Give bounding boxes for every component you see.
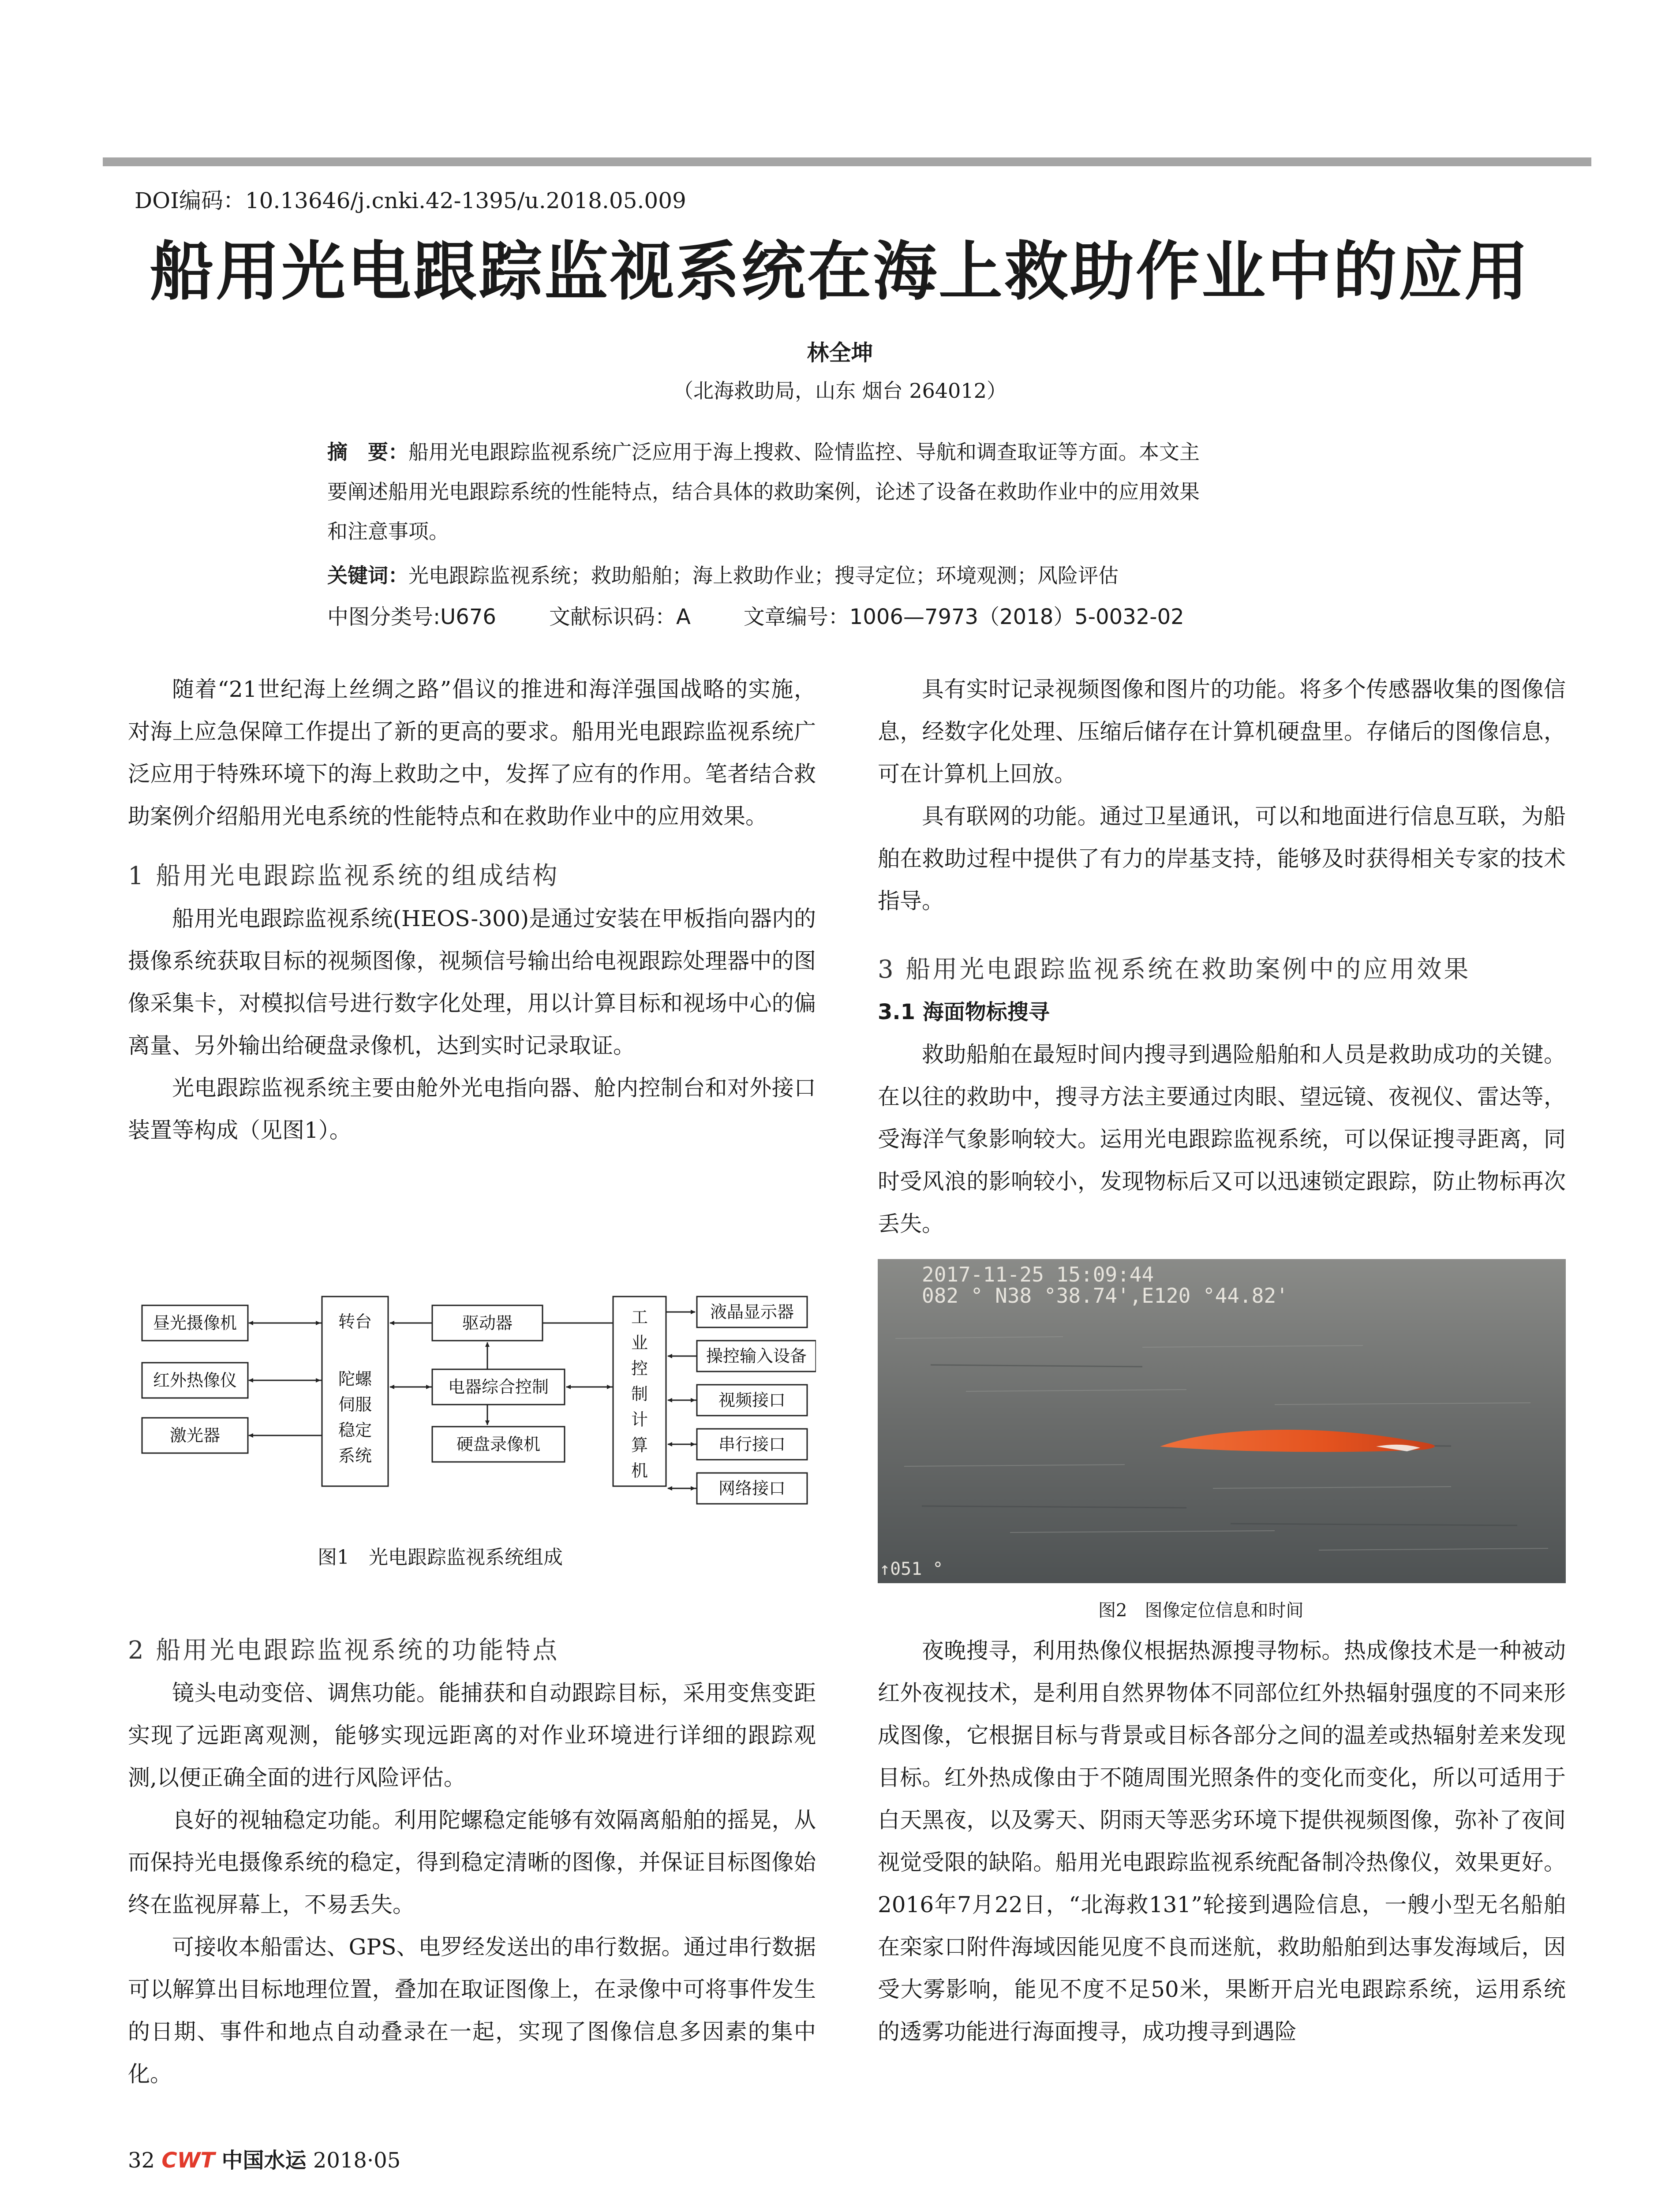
paper-title: 船用光电跟踪监视系统在海上救助作业中的应用 [150, 234, 1530, 309]
clc-number: 中图分类号:U676 [327, 605, 496, 629]
vertical-label-char: 控 [631, 1359, 648, 1378]
section-1-paragraph-2: 光电跟踪监视系统主要由舱外光电指向器、舱内控制台和对外接口装置等构成（见图1）。 [128, 1075, 816, 1143]
left-column-bottom [128, 1629, 816, 2095]
issue-date: 2018·05 [313, 2148, 401, 2173]
sea-image [878, 1259, 1566, 1583]
document-code: 文献标识码：A [549, 605, 691, 629]
doi: DOI编码：10.13646/j.cnki.42-1395/u.2018.05.009 [135, 188, 686, 213]
page-footer [128, 2143, 400, 2174]
abstract-line-1 [327, 432, 1430, 472]
label-serial: 串行接口 [718, 1435, 786, 1454]
abstract-line-3: 和注意事项。 [327, 519, 449, 543]
intro-paragraph: 随着“21世纪海上丝绸之路”倡议的推进和海洋强国战略的实施，对海上应急保障工作提出了新的更高的要求。船用光电跟踪监视系统广泛应用于特殊环境下的海上救助之中，发挥了应有的作用。笔者结合救助案例介绍船用光电系统的性能特点和在救助作业中的应用效果。 [128, 676, 816, 829]
gyro-label-line: 系统 [338, 1446, 372, 1465]
label-turret: 转台 [338, 1312, 372, 1331]
section-2-paragraph-3: 可接收本船雷达、GPS、电罗经发送出的串行数据。通过串行数据可以解算出目标地理位置，叠加在取证图像上，在录像中可将事件发生的日期、事件和地点自动叠录在一起，实现了图像信息多因素的集中化。 [128, 1934, 816, 2087]
journal-logo: CWT [161, 2148, 215, 2173]
section-1-paragraph-1: 船用光电跟踪监视系统(HEOS-300)是通过安装在甲板指向器内的摄像系统获取目标的视频图像，视频信号输出给电视跟踪处理器中的图像采集卡，对模拟信号进行数字化处理，用以计算目标和视场中心的偏离量、另外输出给硬盘录像机，达到实时记录取证。 [128, 906, 816, 1058]
keywords-line [327, 556, 1430, 595]
section-2-paragraph-2: 良好的视轴稳定功能。利用陀螺稳定能够有效隔离船舶的摇晃，从而保持光电摄像系统的稳定，得到稳定清晰的图像，并保证目标图像始终在监视屏幕上，不易丢失。 [128, 1807, 816, 1917]
right-column-bottom [878, 1629, 1566, 2053]
osd-timestamp: 2017-11-25 15:09:44 [922, 1263, 1154, 1286]
vertical-label-char: 业 [631, 1333, 648, 1353]
vertical-label-char: 计 [631, 1410, 648, 1429]
gyro-label-line: 伺服 [338, 1395, 372, 1414]
keywords-label: 关键词： [327, 564, 408, 587]
classification-line [327, 600, 1237, 630]
abstract-label: 摘 要： [327, 440, 408, 464]
label-laser: 激光器 [169, 1426, 221, 1445]
osd-bearing: ↑051 ° [879, 1559, 943, 1579]
gyro-label-line: 陀螺 [338, 1369, 372, 1389]
top-rule [103, 157, 1591, 166]
affiliation: （北海救助局，山东 烟台 264012） [673, 379, 1007, 403]
section-3-1-heading: 3.1 海面物标搜寻 [878, 1000, 1050, 1024]
author: 林全坤 [807, 340, 873, 366]
right-paragraph-3: 救助船舶在最短时间内搜寻到遇险船舶和人员是救助成功的关键。在以往的救助中，搜寻方法主要通过肉眼、望远镜、夜视仪、雷达等，受海洋气象影响较大。运用光电跟踪监视系统，可以保证搜寻距离，同时受风浪的影响较小，发现物标后又可以迅速锁定跟踪，防止物标再次丢失。 [878, 1042, 1566, 1237]
article-number: 文章编号：1006—7973（2018）5-0032-02 [743, 605, 1184, 629]
label-lcd: 液晶显示器 [710, 1302, 794, 1322]
label-gyro [338, 1369, 372, 1465]
vertical-label-char: 工 [631, 1308, 648, 1327]
label-input: 操控输入设备 [706, 1346, 807, 1366]
label-driver: 驱动器 [462, 1313, 513, 1333]
right-paragraph-4: 夜晚搜寻，利用热像仪根据热源搜寻物标。热成像技术是一种被动红外夜视技术，是利用自然界物体不同部位红外热辐射强度的不同来形成图像，它根据目标与背景或目标各部分之间的温差或热辐射差来发现目标。红外热成像由于不随周围光照条件的变化而变化，所以可适用于白天黑夜，以及雾天、阴雨天等恶劣环境下提供视频图像，弥补了夜间视觉受限的缺陷。船用光电跟踪监视系统配备制冷热像仪，效果更好。2016年7月22日，“北海救131”轮接到遇险信息，一艘小型无名船舶在栾家口附件海域因能见度不良而迷航，救助船舶到达事发海域后，因受大雾影响，能见不度不足50米，果断开启光电跟踪系统，运用系统的透雾功能进行海面搜寻，成功搜寻到遇险 [878, 1638, 1566, 2044]
section-1-heading: 1 船用光电跟踪监视系统的组成结构 [128, 862, 560, 890]
label-network: 网络接口 [718, 1479, 786, 1498]
vertical-label-char: 机 [631, 1461, 648, 1480]
right-paragraph-2: 具有联网的功能。通过卫星通讯，可以和地面进行信息互联，为船舶在救助过程中提供了有力的岸基支持，能够及时获得相关专家的技术指导。 [878, 804, 1566, 914]
label-daylight-camera: 昼光摄像机 [153, 1313, 237, 1333]
figure-2-caption: 图2 图像定位信息和时间 [1098, 1600, 1304, 1621]
osd-position: 082 ° N38 °38.74',E120 °44.82' [922, 1284, 1288, 1308]
vertical-label-char: 算 [631, 1435, 648, 1455]
section-2-paragraph-1: 镜头电动变倍、调焦功能。能捕获和自动跟踪目标，采用变焦变距实现了远距离观测，能够实现远距离的对作业环境进行详细的跟踪观测,以便正确全面的进行风险评估。 [128, 1680, 816, 1790]
left-column-top [128, 668, 816, 1151]
label-controller: 电器综合控制 [448, 1377, 549, 1397]
label-dvr: 硬盘录像机 [456, 1435, 541, 1454]
figure-1-diagram [128, 1292, 816, 1521]
label-ir-camera: 红外热像仪 [153, 1371, 237, 1390]
right-paragraph-1: 具有实时记录视频图像和图片的功能。将多个传感器收集的图像信息，经数字化处理、压缩后储存在计算机硬盘里。存储后的图像信息，可在计算机上回放。 [878, 676, 1566, 787]
gyro-label-line: 稳定 [338, 1420, 372, 1440]
label-ipc [631, 1308, 648, 1480]
abstract-text-1: 船用光电跟踪监视系统广泛应用于海上搜救、险情监控、导航和调查取证等方面。本文主 [408, 440, 1200, 464]
vertical-label-char: 制 [631, 1384, 648, 1404]
journal-name: 中国水运 [221, 2148, 307, 2173]
page-number: 32 [128, 2148, 155, 2173]
keywords-text: 光电跟踪监视系统；救助船舶；海上救助作业；搜寻定位；环境观测；风险评估 [408, 564, 1119, 587]
right-column-top [878, 668, 1566, 1245]
abstract-line-2: 要阐述船用光电跟踪系统的性能特点，结合具体的救助案例，论述了设备在救助作业中的应用效果 [327, 480, 1200, 504]
figure-1-caption: 图1 光电跟踪监视系统组成 [318, 1546, 563, 1569]
label-video: 视频接口 [718, 1390, 786, 1410]
figure-2-photo [878, 1259, 1566, 1583]
section-3-heading: 3 船用光电跟踪监视系统在救助案例中的应用效果 [878, 955, 1471, 984]
section-2-heading: 2 船用光电跟踪监视系统的功能特点 [128, 1636, 560, 1665]
